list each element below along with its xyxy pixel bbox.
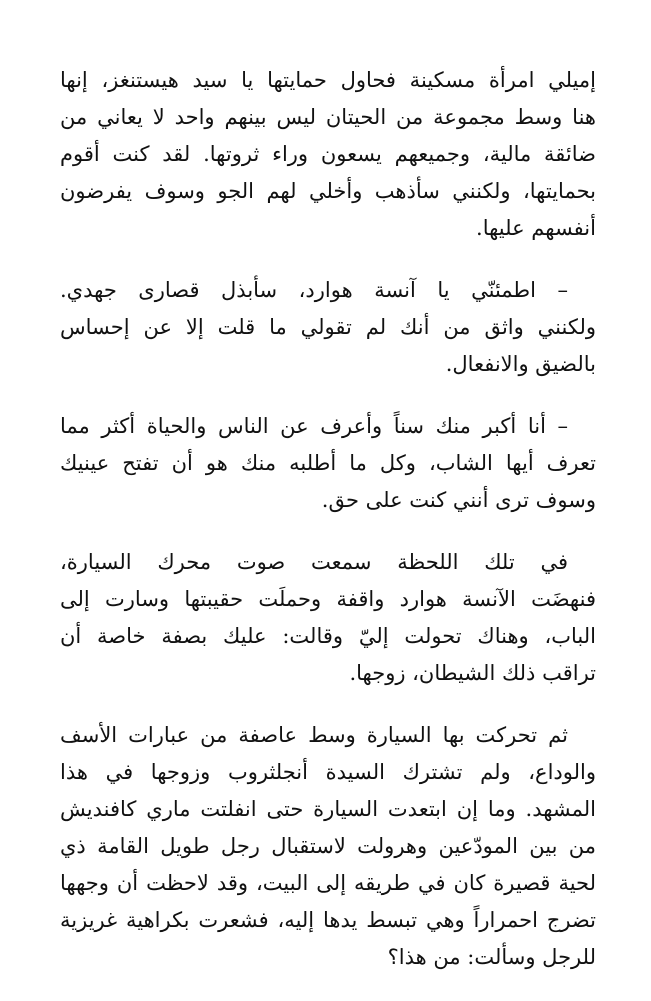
text-line: من بين المودّعين وهرولت لاستقبال رجل طويل القامة ذي [60,834,596,858]
paragraph-5 [60,717,596,976]
text-line: والوداع، ولم تشترك السيدة أنجلثروب وزوجها في هذا [60,760,596,784]
text-line: – أنا أكبر منك سناً وأعرف عن الناس والحياة أكثر مما [60,414,568,438]
paragraph-1 [60,62,596,247]
text-line: الباب، وهناك تحولت إليّ وقالت: عليك بصفة خاصة أن [60,624,596,648]
text-line: تراقب ذلك الشيطان، زوجها. [349,661,596,685]
text-line: بحمايتها، ولكنني سأذهب وأخلي لهم الجو وسوف يفرضون [60,179,596,203]
text-line: للرجل وسألت: من هذا؟ [387,945,596,969]
text-line: تعرف أيها الشاب، وكل ما أطلبه منك هو أن تفتح عينيك [60,451,596,475]
text-line: لحية قصيرة كان في طريقه إلى البيت، وقد لاحظت أن وجهها [60,871,596,895]
text-line: تضرج احمراراً وهي تبسط يدها إليه، فشعرت بكراهية غريزية [60,908,596,932]
paragraph-4 [60,544,596,692]
paragraph-2 [60,272,596,383]
text-line: فنهضَت الآنسة هوارد واقفة وحملَت حقيبتها وسارت إلى [60,587,596,611]
text-line: ضائقة مالية، وجميعهم يسعون وراء ثروتها. لقد كنت أقوم [60,142,596,166]
text-line: وسوف ترى أنني كنت على حق. [321,488,596,512]
book-page [60,62,596,1001]
paragraph-3 [60,408,596,519]
text-line: إميلي امرأة مسكينة فحاول حمايتها يا سيد هيستنغز، إنها [60,68,596,92]
text-line: هنا وسط مجموعة من الحيتان ليس بينهم واحد لا يعاني من [60,105,596,129]
text-line: بالضيق والانفعال. [445,352,596,376]
text-line: المشهد. وما إن ابتعدت السيارة حتى انفلتت ماري كافنديش [60,797,596,821]
text-line: – اطمئنّي يا آنسة هوارد، سأبذل قصارى جهدي. [60,278,568,302]
text-line: في تلك اللحظة سمعت صوت محرك السيارة، [60,550,568,574]
text-line: ولكنني واثق من أنك لم تقولي ما قلت إلا عن إحساس [60,315,596,339]
text-line: ثم تحركت بها السيارة وسط عاصفة من عبارات الأسف [60,723,568,747]
text-line: أنفسهم عليها. [476,216,596,240]
